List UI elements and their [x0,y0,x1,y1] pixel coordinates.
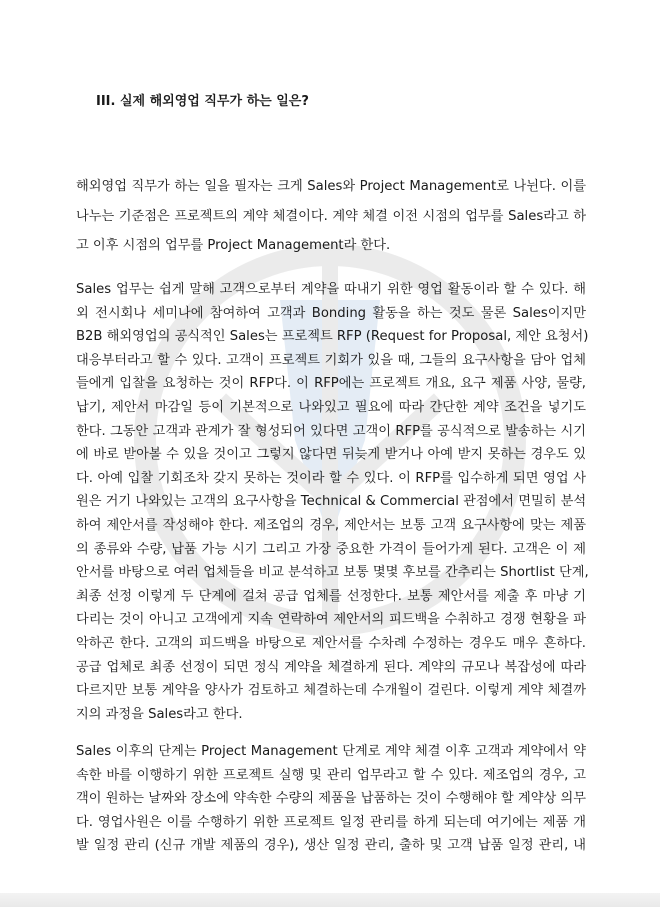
text-line: 발 일정 관리 (신규 개발 제품의 경우), 생산 일정 관리, 출하 및 고객 납품 일정 관리, 내 [76,838,586,854]
text-line: 안서를 바탕으로 여러 업체들을 비교 분석하고 보통 몇몇 후보를 간추리는 Shortlist 단계, [76,565,589,581]
text-line: 납기, 제안서 마감일 등이 기본적으로 나와있고 필요에 따라 간단한 계약 조건을 넣기도 [76,399,586,415]
page-bottom-edge [0,893,660,907]
text-line: 지의 과정을 Sales라고 한다. [76,706,243,722]
text-line: 다리는 것이 아니고 고객에게 지속 연락하여 제안서의 피드백을 수취하고 경쟁 현황을 파 [76,612,586,628]
text-line: 대응부터라고 할 수 있다. 고객이 프로젝트 기회가 있을 때, 그들의 요구사항을 담아 업체 [76,352,586,368]
paragraph-overview [76,172,586,261]
text-line: 하여 제안서를 작성해야 한다. 제조업의 경우, 제안서는 보통 고객 요구사항에 맞는 제품 [76,517,586,533]
text-line: 최종 선정 이렇게 두 단계에 걸쳐 공급 업체를 선정한다. 보통 제안서를 제출 후 마냥 기 [76,588,586,604]
text-line: 한다. 그동안 고객과 관계가 잘 형성되어 있다면 고객이 RFP를 공식적으로 발송하는 시기 [76,423,586,439]
text-line: 고 이후 시점의 업무를 Project Management라 한다. [76,238,391,253]
text-line: Sales 업무는 쉽게 말해 고객으로부터 계약을 따내기 위한 영업 활동이라 할 수 있다. 해 [76,282,586,297]
text-line: 외 전시회나 세미나에 참여하여 고객과 Bonding 활동을 하는 것도 물론 Sales이지만 [76,305,586,321]
text-line: 에 바로 받아볼 수 있을 것이고 그렇지 않다면 뒤늦게 받거나 아예 받지 못하는 경우도 있 [76,447,586,463]
section-heading: III. 실제 해외영업 직무가 하는 일은? [96,94,309,109]
text-line: 다. 영업사원은 이를 수행하기 위한 프로젝트 일정 관리를 하게 되는데 여기에는 제품 개 [76,814,586,830]
text-line: 나누는 기준점은 프로젝트의 계약 체결이다. 계약 체결 이전 시점의 업무를 Sales라고 하 [76,208,586,224]
text-line: 속한 바를 이행하기 위한 프로젝트 실행 및 관리 업무라고 할 수 있다. 제조업의 경우, 고 [76,767,586,783]
text-line: 악하곤 한다. 고객의 피드백을 바탕으로 제안서를 수차례 수정하는 경우도 매우 흔하다. [76,635,586,651]
text-line: 들에게 입찰을 요청하는 것이 RFP다. 이 RFP에는 프로젝트 개요, 요구 제품 사양, 물량, [76,376,586,392]
text-line: 다르지만 보통 계약을 양사가 검토하고 체결하는데 수개월이 걸린다. 이렇게 계약 체결까 [76,683,586,699]
text-line: Sales 이후의 단계는 Project Management 단계로 계약 체결 이후 고객과 계약에서 약 [76,744,586,759]
text-line: 다. 아예 입찰 기회조차 갖지 못하는 것이라 할 수 있다. 이 RFP를 입수하게 되면 영업 사 [76,470,586,486]
paragraph-sales [76,278,589,726]
text-line: 객이 원하는 날짜와 장소에 약속한 수량의 제품을 납품하는 것이 수행해야 할 계약상 의무 [76,791,586,807]
text-line: 원은 거기 나와있는 고객의 요구사항을 Technical & Commercial 관점에서 면밀히 분석 [76,494,587,510]
text-line: B2B 해외영업의 공식적인 Sales는 프로젝트 RFP (Request for Proposal, 제안 요청서) [76,329,589,345]
paragraph-project-management [76,740,586,858]
text-line: 해외영업 직무가 하는 일을 필자는 크게 Sales와 Project Management로 나뉜다. 이를 [76,179,586,194]
text-line: 공급 업체로 최종 선정이 되면 정식 계약을 체결하게 된다. 계약의 규모나 복잡성에 따라 [76,659,586,675]
text-line: 의 종류와 수량, 납품 가능 시기 그리고 가장 중요한 가격이 들어가게 된다. 고객은 이 제 [76,541,586,557]
